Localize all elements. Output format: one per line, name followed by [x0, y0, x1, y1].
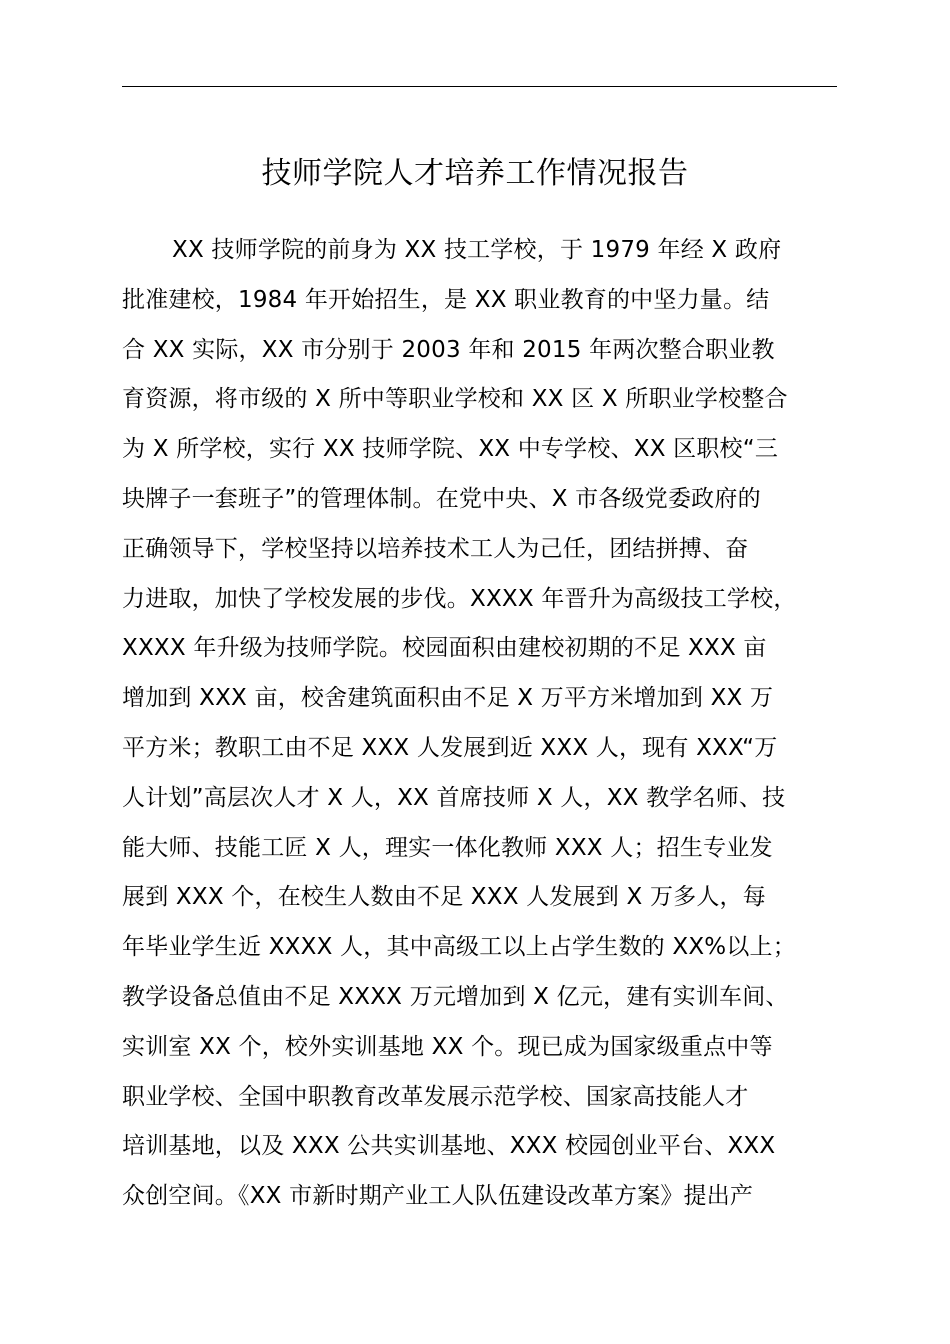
body-line: 正确领导下，学校坚持以培养技术工人为己任，团结拼搏、奋 — [122, 535, 749, 562]
document-title: 技师学院人才培养工作情况报告 — [261, 156, 689, 191]
header-rule — [122, 86, 837, 87]
body-line: 展到 XXX 个，在校生人数由不足 XXX 人发展到 X 万多人，每 — [122, 884, 766, 911]
body-line: 实训室 XX 个，校外实训基地 XX 个。现已成为国家级重点中等 — [122, 1033, 773, 1060]
body-line: 力进取，加快了学校发展的步伐。XXXX 年晋升为高级技工学校， — [122, 585, 797, 612]
body-line: 批准建校，1984 年开始招生，是 XX 职业教育的中坚力量。结 — [122, 286, 770, 313]
body-line: 育资源，将市级的 X 所中等职业学校和 XX 区 X 所职业学校整合 — [122, 386, 788, 413]
body-line: 合 XX 实际，XX 市分别于 2003 年和 2015 年两次整合职业教 — [122, 336, 775, 363]
body-line: 块牌子一套班子”的管理体制。在党中央、X 市各级党委政府的 — [122, 485, 761, 512]
body-line: XXXX 年升级为技师学院。校园面积由建校初期的不足 XXX 亩 — [122, 635, 767, 662]
body-line: XX 技师学院的前身为 XX 技工学校，于 1979 年经 X 政府 — [172, 237, 782, 263]
body-line: 众创空间。《XX 市新时期产业工人队伍建设改革方案》提出产 — [122, 1183, 754, 1210]
document-body — [122, 226, 862, 1222]
body-line: 职业学校、全国中职教育改革发展示范学校、国家高技能人才 — [122, 1083, 749, 1110]
body-line: 平方米；教职工由不足 XXX 人发展到近 XXX 人，现有 XXX“万 — [122, 734, 778, 761]
body-line: 教学设备总值由不足 XXXX 万元增加到 X 亿元，建有实训车间、 — [122, 983, 789, 1010]
body-line: 为 X 所学校，实行 XX 技师学院、XX 中专学校、XX 区职校“三 — [122, 436, 779, 463]
body-line: 能大师、技能工匠 X 人，理实一体化教师 XXX 人；招生专业发 — [122, 834, 773, 861]
body-line: 人计划”高层次人才 X 人，XX 首席技师 X 人，XX 教学名师、技 — [122, 784, 786, 811]
body-line: 年毕业学生近 XXXX 人，其中高级工以上占学生数的 XX%以上； — [122, 934, 796, 961]
body-line: 培训基地，以及 XXX 公共实训基地、XXX 校园创业平台、XXX — [122, 1133, 776, 1160]
body-line: 增加到 XXX 亩，校舍建筑面积由不足 X 万平方米增加到 XX 万 — [122, 685, 774, 712]
